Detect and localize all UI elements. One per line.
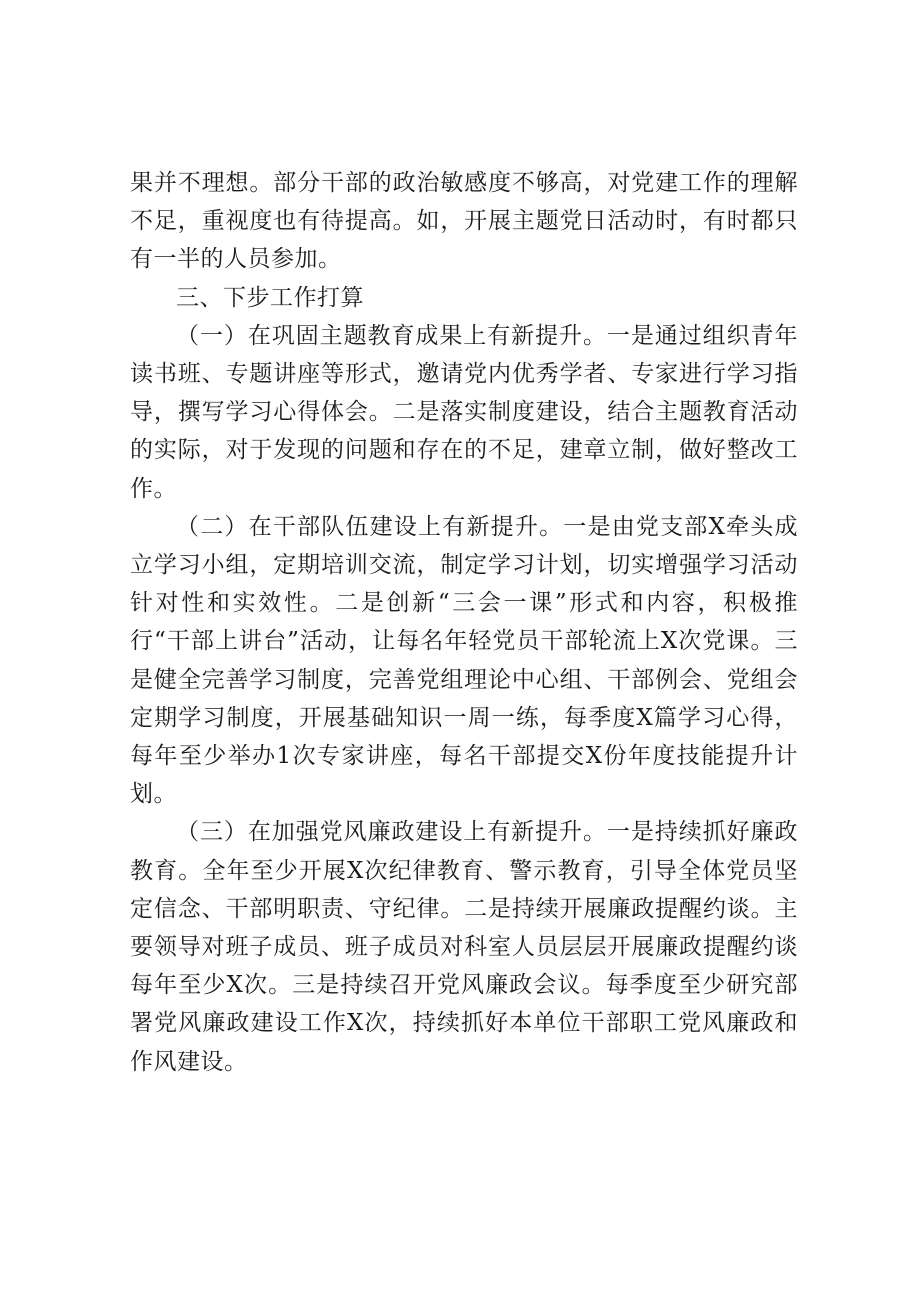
paragraph-continuation: 果并不理想。部分干部的政治敏感度不够高，对党建工作的理解不足，重视度也有待提高。如，开展主题党日活动时，有时都只有一半的人员参加。 [130,170,798,273]
paragraph-item-3: （三）在加强党风廉政建设上有新提升。一是持续抓好廉政教育。全年至少开展X次纪律教育、警示教育，引导全体党员坚定信念、干部明职责、守纪律。二是持续开展廉政提醒约谈。主要领导对班子成员、班子成员对科室人员层层开展廉政提醒约谈每年至少X次。三是持续召开党风廉政会议。每季度至少研究部署党风廉政建设工作X次，持续抓好本单位干部职工党风廉政和作风建设。 [130,819,798,1075]
document-body [130,164,798,1081]
paragraph-item-2: （二）在干部队伍建设上有新提升。一是由党支部X牵头成立学习小组，定期培训交流，制定学习计划，切实增强学习活动针对性和实效性。二是创新“三会一课”形式和内容，积极推行“干部上讲台”活动，让每名年轻党员干部轮流上X次党课。三是健全完善学习制度，完善党组理论中心组、干部例会、党组会定期学习制度，开展基础知识一周一练，每季度X篇学习心得，每年至少举办1次专家讲座，每名干部提交X份年度技能提升计划。 [130,513,798,808]
section-heading-next-steps: 三、下步工作打算 [176,284,364,311]
paragraph-item-1: （一）在巩固主题教育成果上有新提升。一是通过组织青年读书班、专题讲座等形式，邀请党内优秀学者、专家进行学习指导，撰写学习心得体会。二是落实制度建设，结合主题教育活动的实际，对于发现的问题和存在的不足，建章立制，做好整改工作。 [130,322,798,502]
